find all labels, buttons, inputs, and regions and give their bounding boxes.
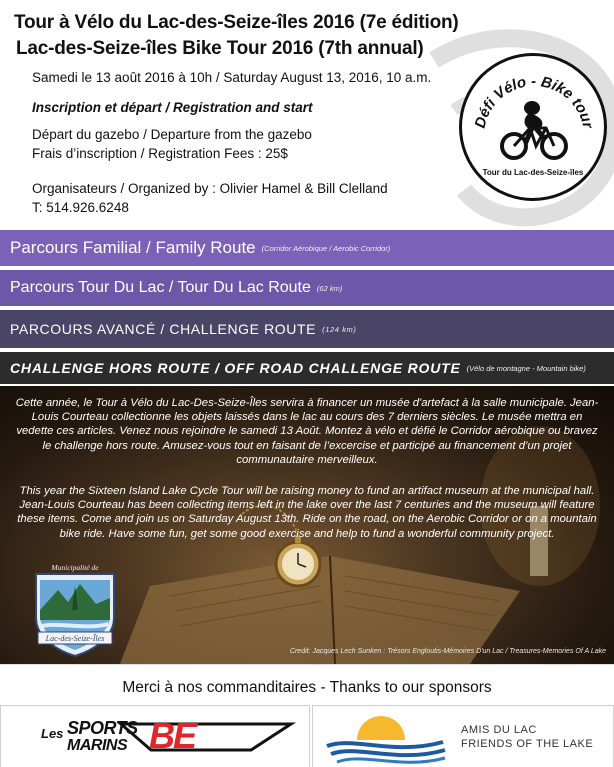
sponsors-heading: Merci à nos commanditaires - Thanks to our sponsors	[122, 679, 492, 696]
sponsor-friends-of-the-lake-text: FRIENDS OF THE LAKE	[461, 738, 594, 750]
route-tour-du-lac	[0, 270, 614, 306]
route-challenge	[0, 310, 614, 348]
title-english: Lac-des-Seize-îles Bike Tour 2016 (7th annual)	[16, 38, 424, 59]
sponsor-les-sports-marins-be	[0, 705, 310, 767]
route-challenge-detail: (124 km)	[322, 324, 357, 334]
municipality-shield-icon	[28, 560, 122, 658]
logo-arc-text: Défi Vélo - Bike tour	[471, 72, 597, 130]
sponsor-amis-du-lac: AMIS DU LAC	[461, 724, 537, 736]
photo-credit: Credit: Jacques Lech Sunken : Trésors Engloutis-Mémoires D'un Lac / Treasures-Memories Of A Lake	[289, 648, 606, 655]
sun-over-lake-icon	[313, 706, 453, 767]
route-challenge-label: PARCOURS AVANCÉ / CHALLENGE ROUTE	[10, 321, 317, 337]
cyclist-icon	[502, 101, 566, 158]
event-date: Samedi le 13 août 2016 à 10h / Saturday August 13, 2016, 10 a.m.	[32, 70, 432, 85]
bike-tour-logo	[459, 53, 607, 201]
registration-fees: Frais d’inscription / Registration Fees : 25$	[32, 146, 288, 161]
route-offroad-label: CHALLENGE HORS ROUTE / OFF ROAD CHALLENGE ROUTE	[10, 360, 461, 376]
title-french: Tour à Vélo du Lac-des-Seize-îles 2016 (7e édition)	[14, 12, 459, 33]
sponsor-les: Les	[41, 726, 64, 741]
registration-heading: Inscription et départ / Registration and start	[32, 100, 313, 115]
route-lake-detail: (62 km)	[316, 283, 343, 293]
description-french: Cette année, le Tour à Vélo du Lac-Des-Seize-Îles servira à financer un musée d'artefact à la salle municipale. Jean-Louis Courteau collectionne les objets laissés dans le lac au cours des 7 derniers siècles. Le musée mettra en vedette ces articles. Venez nous rejoindre le samedi 13 Août. Montez à vélo et défié le Corridor aérobique ou bravez le challenge hors route. Amusez-vous tout en faisant de l’excercise et participé au financement d’un projet communautaire merveilleux.	[15, 397, 599, 466]
logo-subtext: Tour du Lac-des-Seize-îles	[482, 168, 584, 177]
route-offroad-detail: (Vélo de montagne - Mountain bike)	[466, 363, 586, 373]
sponsor-friends-of-the-lake	[312, 705, 614, 767]
departure-info: Départ du gazebo / Departure from the gazebo	[32, 127, 312, 142]
route-family-detail: (Corridor Aérobique / Aerobic Corridor)	[261, 243, 391, 253]
sponsor-be: BE	[149, 715, 196, 756]
sponsor-marins: MARINS	[67, 737, 128, 754]
organizers-info: Organisateurs / Organized by : Olivier Hamel & Bill Clelland	[32, 181, 388, 196]
event-header	[0, 0, 614, 228]
route-offroad	[0, 352, 614, 384]
phone-number: T: 514.926.6248	[32, 200, 129, 215]
route-family	[0, 230, 614, 266]
description-photo	[0, 386, 614, 664]
description-english: This year the Sixteen Island Lake Cycle Tour will be raising money to fund an artifact museum at the municipal hall. Jean-Louis Courteau has been collecting items left in the lake over the last 7 centuries and the museum will feature these items. Come and join us on Saturday August 13th. Ride on the road, on the Aerobic Corridor or on a mountain bike ride. Have some fun, get some good exercise and help to fund a wonderful community project.	[17, 485, 597, 540]
sponsor-sports: SPORTS	[67, 718, 138, 738]
shield-top-text: Municipalité de	[51, 563, 99, 572]
route-family-label: Parcours Familial / Family Route	[10, 238, 256, 257]
shield-bottom-text: Lac-des-Seize-Îles	[45, 634, 105, 643]
route-lake-label: Parcours Tour Du Lac / Tour Du Lac Route	[10, 279, 311, 296]
sponsors-section	[0, 664, 614, 767]
